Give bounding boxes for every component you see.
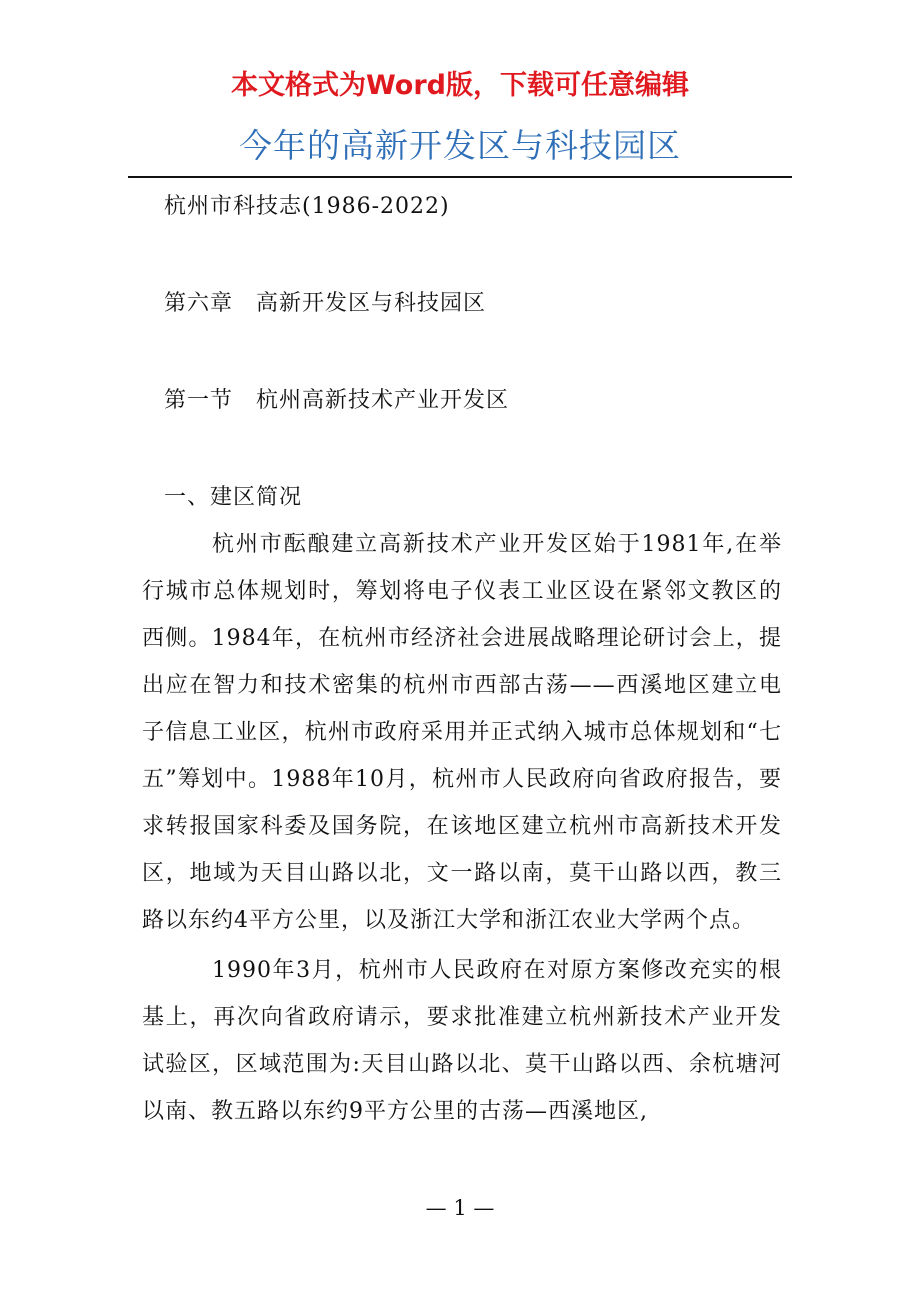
spacer (142, 327, 782, 377)
document-body (142, 183, 782, 1135)
document-title: 今年的高新开发区与科技园区 (239, 126, 681, 165)
body-paragraph: 杭州市酝酿建立高新技术产业开发区始于1981年,在举行城市总体规划时，筹划将电子仪表工业区设在紧邻文教区的西侧。1984年，在杭州市经济社会进展战略理论研讨会上，提出应在智力和技术密集的杭州市西部古荡——西溪地区建立电子信息工业区，杭州市政府采用并正式纳入城市总体规划和“七五”筹划中。1988年10月，杭州市人民政府向省政府报告，要求转报国家科委及国务院，在该地区建立杭州市高新技术开发区，地域为天目山路以北，文一路以南，莫干山路以西，教三路以东约4平方公里，以及浙江大学和浙江农业大学两个点。 (142, 532, 782, 933)
source-line: 杭州市科技志(1986-2022) (164, 194, 450, 219)
subsection-heading: 一、建区简况 (164, 485, 303, 510)
title-divider (128, 176, 792, 178)
chapter-heading: 第六章 高新开发区与科技园区 (164, 291, 487, 316)
section-heading: 第一节 杭州高新技术产业开发区 (164, 388, 510, 413)
spacer (142, 230, 782, 280)
body-paragraph: 1990年3月，杭州市人民政府在对原方案修改充实的根基上，再次向省政府请示，要求批准建立杭州新技术产业开发试验区，区域范围为:天目山路以北、莫干山路以西、余杭塘河以南、教五路以东约9平方公里的古荡—西溪地区, (142, 958, 782, 1124)
page-number: — 1 — (425, 1196, 495, 1220)
spacer (142, 424, 782, 474)
format-notice-banner: 本文格式为Word版，下载可任意编辑 (230, 70, 689, 101)
